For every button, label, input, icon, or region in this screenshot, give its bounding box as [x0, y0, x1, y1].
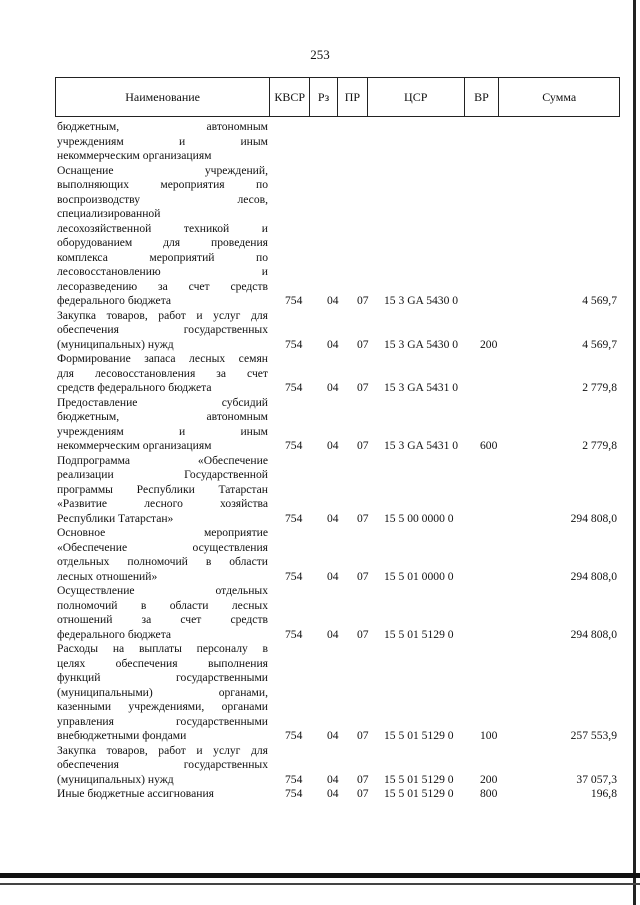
table-row — [57, 396, 617, 454]
row-name-line: Оснащение учреждений, — [57, 163, 268, 177]
row-name-line: Формирование запаса лесных семян — [57, 352, 268, 365]
cell-csr: 15 3 GA 5431 0 — [384, 381, 459, 394]
row-name-line: лесовосстановлению и — [57, 265, 268, 278]
row-name — [57, 164, 268, 309]
row-name-line: управления государственными — [57, 714, 268, 728]
cell-vr: 600 — [480, 439, 498, 452]
table-row — [57, 744, 617, 788]
cell-sum: 294 808,0 — [570, 569, 617, 583]
row-name-line: целях обеспечения выполнения — [57, 656, 268, 670]
header-vr: ВР — [465, 78, 500, 116]
row-name-line: учреждениям и иным — [57, 424, 268, 438]
cell-vr: 200 — [480, 772, 498, 786]
row-name-line: Осуществление отдельных — [57, 584, 268, 597]
scan-edge-bottom — [0, 873, 640, 878]
cell-pr: 07 — [357, 511, 369, 525]
table-row — [57, 526, 617, 584]
row-name-line: Республики Татарстан» — [57, 511, 174, 525]
row-name-line: оборудованием для проведения — [57, 236, 268, 249]
cell-vr: 100 — [480, 729, 498, 742]
cell-sum: 4 569,7 — [582, 337, 617, 351]
row-name-line: бюджетным, автономным — [57, 410, 268, 423]
cell-sum: 2 779,8 — [582, 381, 617, 394]
cell-pr: 07 — [357, 772, 369, 786]
cell-sum: 196,8 — [590, 787, 617, 800]
cell-rz: 04 — [327, 569, 339, 583]
row-name-line: «Развитие лесного хозяйства — [57, 497, 268, 510]
header-csr: ЦСР — [368, 78, 465, 116]
row-name-line: учреждениям и иным — [57, 134, 268, 148]
cell-kvsr: 754 — [285, 772, 303, 786]
row-name-line: обеспечения государственных — [57, 758, 268, 771]
row-name-line: комплекса мероприятий по — [57, 250, 268, 264]
cell-csr: 15 5 01 5129 0 — [384, 729, 454, 742]
row-name-line: казенными учреждениями, органами — [57, 700, 268, 713]
row-name-line: отдельных полномочий в области — [57, 555, 268, 568]
row-name-line: специализированной — [57, 207, 161, 220]
header-rz: Рз — [310, 78, 338, 116]
page-number: 253 — [310, 47, 330, 62]
table-row — [57, 584, 617, 642]
cell-pr: 07 — [357, 787, 369, 800]
cell-kvsr: 754 — [285, 729, 303, 742]
row-name-line: выполняющих мероприятия по — [57, 178, 268, 191]
cell-sum: 2 779,8 — [582, 439, 617, 452]
cell-rz: 04 — [327, 787, 339, 800]
cell-sum: 294 808,0 — [570, 511, 617, 525]
row-name-line: реализации Государственной — [57, 468, 268, 481]
row-name-line: федерального бюджета — [57, 627, 172, 641]
cell-kvsr: 754 — [285, 511, 303, 525]
row-name-line: воспроизводству лесов, — [57, 192, 268, 206]
row-name-line: полномочий в области лесных — [57, 598, 268, 612]
table-row — [57, 309, 617, 353]
row-codes — [57, 338, 617, 353]
cell-pr: 07 — [357, 381, 369, 394]
cell-sum: 294 808,0 — [570, 627, 617, 641]
table-row — [57, 120, 617, 164]
cell-sum: 4 569,7 — [582, 294, 617, 307]
row-name-line: функций государственными — [57, 671, 268, 684]
cell-pr: 07 — [357, 569, 369, 583]
header-kvsr: КВСР — [270, 78, 310, 116]
cell-csr: 15 3 GA 5430 0 — [384, 294, 459, 307]
cell-rz: 04 — [327, 337, 339, 351]
row-codes — [57, 294, 617, 309]
row-name-line: бюджетным, автономным — [57, 120, 268, 133]
cell-csr: 15 3 GA 5430 0 — [384, 337, 459, 351]
row-name-line: программы Республики Татарстан — [57, 482, 268, 496]
cell-csr: 15 5 01 0000 0 — [384, 569, 454, 583]
cell-vr: 800 — [480, 787, 498, 800]
cell-sum: 257 553,9 — [570, 729, 617, 742]
row-name-line: Основное мероприятие — [57, 526, 268, 539]
scan-edge-bottom-thin — [0, 883, 640, 885]
row-name-line: Расходы на выплаты персоналу в — [57, 642, 268, 655]
cell-pr: 07 — [357, 627, 369, 641]
row-codes — [57, 787, 617, 802]
row-codes — [57, 729, 617, 744]
row-name-line: лесохозяйственной техникой и — [57, 221, 268, 235]
row-name-line: средств федерального бюджета — [57, 381, 212, 394]
table-row — [57, 454, 617, 527]
row-name-line: Закупка товаров, работ и услуг для — [57, 308, 268, 322]
row-name-line: федерального бюджета — [57, 294, 172, 307]
cell-pr: 07 — [357, 294, 369, 307]
cell-pr: 07 — [357, 337, 369, 351]
header-pr: ПР — [338, 78, 368, 116]
cell-csr: 15 5 00 0000 0 — [384, 511, 454, 525]
cell-rz: 04 — [327, 627, 339, 641]
row-codes — [57, 512, 617, 527]
scan-edge-right — [633, 0, 636, 905]
cell-csr: 15 3 GA 5431 0 — [384, 439, 459, 452]
row-name-line: лесных отношений» — [57, 569, 158, 583]
cell-rz: 04 — [327, 729, 339, 742]
row-name-line: Предоставление субсидий — [57, 395, 268, 409]
cell-kvsr: 754 — [285, 294, 303, 307]
row-codes — [57, 570, 617, 585]
row-codes — [57, 439, 617, 454]
cell-pr: 07 — [357, 439, 369, 452]
cell-rz: 04 — [327, 511, 339, 525]
cell-vr: 200 — [480, 337, 498, 351]
row-name-line: некоммерческим организациям — [57, 439, 212, 452]
cell-kvsr: 754 — [285, 381, 303, 394]
row-codes — [57, 773, 617, 788]
cell-pr: 07 — [357, 729, 369, 742]
cell-rz: 04 — [327, 381, 339, 394]
row-name-line: лесоразведению за счет средств — [57, 279, 268, 293]
row-name-line: Подпрограмма «Обеспечение — [57, 453, 268, 467]
cell-kvsr: 754 — [285, 569, 303, 583]
table-row — [57, 642, 617, 744]
table-header — [55, 77, 620, 117]
row-codes — [57, 149, 617, 164]
row-name-line: (муниципальных) нужд — [57, 772, 174, 786]
cell-csr: 15 5 01 5129 0 — [384, 787, 454, 800]
row-name-line: (муниципальными) органами, — [57, 685, 268, 699]
row-name-line: некоммерческим организациям — [57, 149, 212, 162]
cell-rz: 04 — [327, 772, 339, 786]
cell-csr: 15 5 01 5129 0 — [384, 627, 454, 641]
cell-kvsr: 754 — [285, 439, 303, 452]
row-name-line: для лесовосстановления за счет — [57, 366, 268, 380]
table-row — [57, 787, 617, 802]
row-name-line: отношений за счет средств — [57, 613, 268, 626]
cell-kvsr: 754 — [285, 337, 303, 351]
row-name-line: Закупка товаров, работ и услуг для — [57, 743, 268, 757]
header-name: Наименование — [56, 78, 270, 116]
cell-kvsr: 754 — [285, 627, 303, 641]
row-name-line: Иные бюджетные ассигнования — [57, 787, 214, 800]
row-name-line: (муниципальных) нужд — [57, 337, 174, 351]
table-row — [57, 352, 617, 396]
header-sum: Сумма — [542, 89, 577, 104]
row-name-line: обеспечения государственных — [57, 323, 268, 336]
cell-sum: 37 057,3 — [576, 772, 617, 786]
row-codes — [57, 381, 617, 396]
row-codes — [57, 628, 617, 643]
cell-rz: 04 — [327, 439, 339, 452]
table-body — [57, 120, 617, 802]
row-name-line: внебюджетными фондами — [57, 729, 187, 742]
row-name-line: «Обеспечение осуществления — [57, 540, 268, 554]
table-row — [57, 164, 617, 309]
cell-kvsr: 754 — [285, 787, 303, 800]
cell-rz: 04 — [327, 294, 339, 307]
cell-csr: 15 5 01 5129 0 — [384, 772, 454, 786]
